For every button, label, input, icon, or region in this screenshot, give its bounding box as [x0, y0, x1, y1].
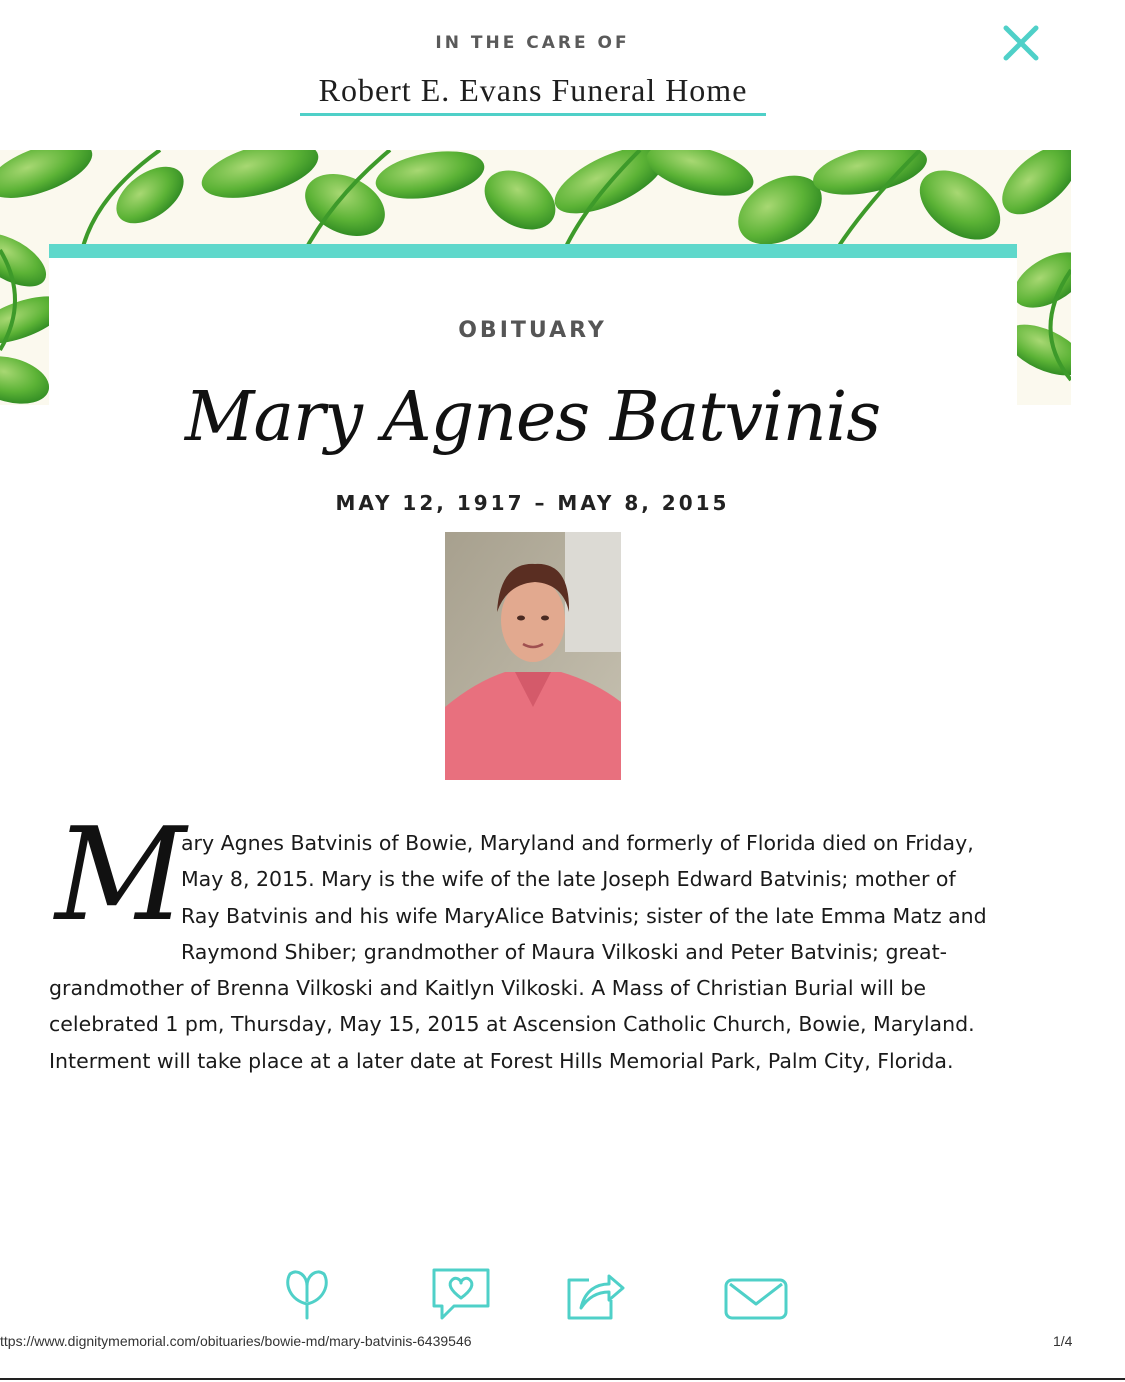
send-flowers-button[interactable]	[280, 1266, 334, 1327]
body-line: celebrated 1 pm, Thursday, May 15, 2015 at Ascension Catholic Church, Bowie, Maryland.	[49, 1012, 975, 1037]
funeral-home-link[interactable]: Robert E. Evans Funeral Home	[300, 72, 766, 116]
share-button[interactable]	[565, 1266, 627, 1327]
action-bar	[0, 1266, 1125, 1326]
deceased-name: Mary Agnes Batvinis	[184, 378, 881, 457]
life-dates: MAY 12, 1917 – MAY 8, 2015	[335, 491, 730, 515]
heart-message-icon	[430, 1266, 492, 1322]
body-line: grandmother of Brenna Vilkoski and Kaitlyn Vilkoski. A Mass of Christian Burial will be	[49, 976, 927, 1001]
obituary-body	[49, 825, 1024, 1079]
obituary-section-label: OBITUARY	[458, 318, 607, 343]
body-line: Interment will take place at a later date at Forest Hills Memorial Park, Palm City, Florida.	[49, 1048, 954, 1073]
page-number: 1/4	[1053, 1333, 1073, 1349]
share-icon	[565, 1266, 627, 1322]
envelope-icon	[722, 1266, 790, 1322]
close-button[interactable]	[1000, 22, 1042, 64]
body-line: May 8, 2015. Mary is the wife of the late Joseph Edward Batvinis; mother of	[181, 867, 956, 892]
divider	[0, 1378, 1125, 1380]
heart-flower-icon	[280, 1266, 334, 1322]
body-line: ary Agnes Batvinis of Bowie, Maryland and formerly of Florida died on Friday,	[181, 831, 974, 855]
page-url: ttps://www.dignitymemorial.com/obituaries/bowie-md/mary-batvinis-6439546	[0, 1333, 472, 1349]
care-of-label: IN THE CARE OF	[435, 33, 630, 53]
drop-cap: M	[55, 801, 187, 950]
body-line: Raymond Shiber; grandmother of Maura Vilkoski and Peter Batvinis; great-	[181, 939, 948, 964]
email-button[interactable]	[722, 1266, 790, 1327]
close-icon	[1000, 22, 1042, 64]
portrait-photo	[445, 532, 621, 780]
body-line: Ray Batvinis and his wife MaryAlice Batvinis; sister of the late Emma Matz and	[181, 903, 987, 928]
share-memory-button[interactable]	[430, 1266, 492, 1327]
